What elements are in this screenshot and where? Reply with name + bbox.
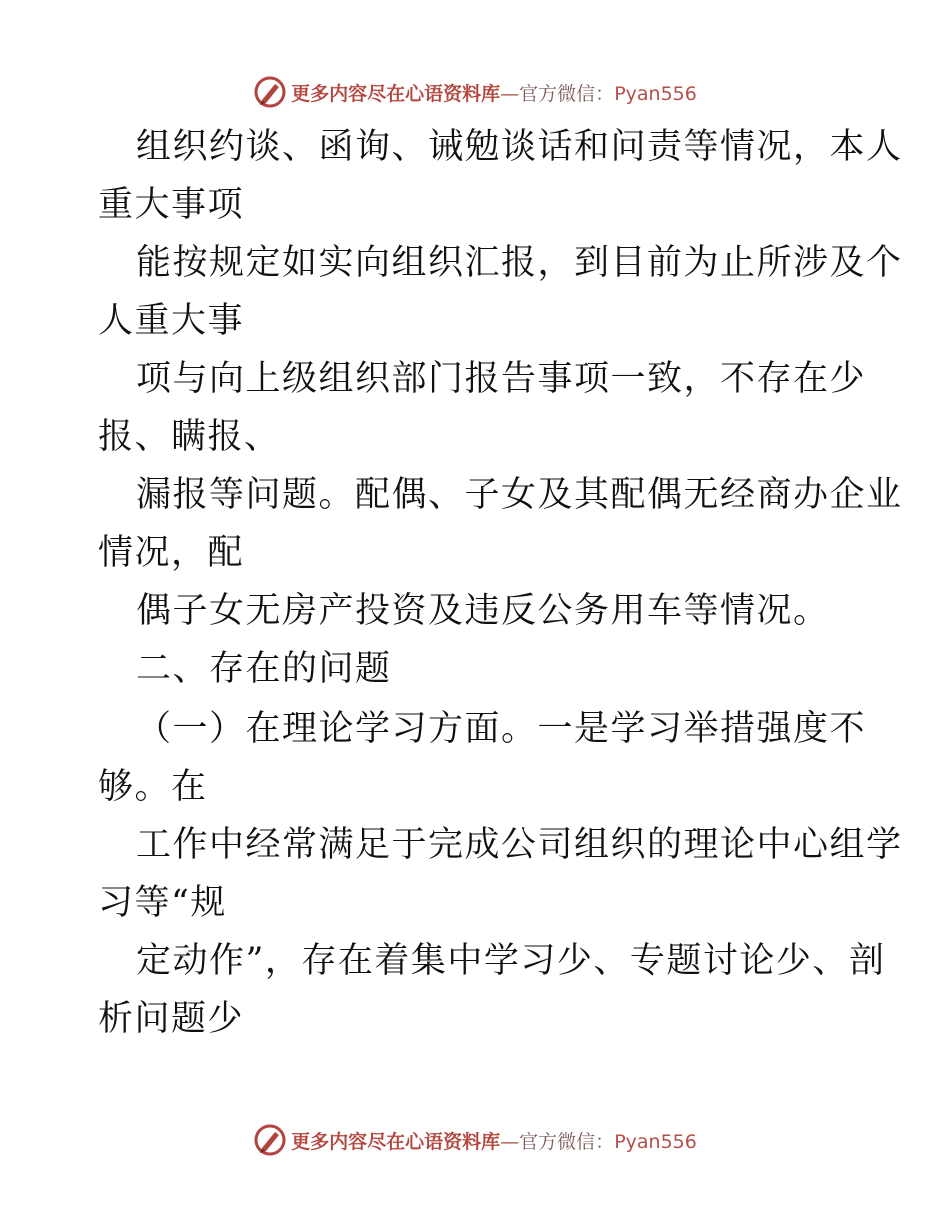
paragraph-line: 人重大事 — [98, 301, 245, 341]
paragraph-line: 工作中经常满足于完成公司组织的理论中心组学 — [136, 825, 903, 865]
watermark-dash: — — [500, 1130, 520, 1153]
paragraph-line: 报、瞒报、 — [98, 417, 281, 457]
watermark-brand: 更多内容尽在心语资料库 — [291, 1130, 501, 1153]
paragraph-line: 能按规定如实向组织汇报，到目前为止所涉及个 — [136, 243, 903, 283]
watermark-official-label: 官方微信： — [519, 1130, 615, 1153]
paragraph-line: 偶子女无房产投资及违反公务用车等情况。 — [136, 591, 830, 631]
watermark-brand: 更多内容尽在心语资料库 — [291, 82, 501, 105]
paragraph-line: 析问题少 — [98, 999, 245, 1039]
section-heading: 二、存在的问题 — [136, 649, 392, 689]
watermark-wechat-id: Pyan556 — [614, 1130, 697, 1153]
paragraph-line: 组织约谈、函询、诫勉谈话和问责等情况，本人 — [136, 127, 903, 167]
paragraph-line: 习等“规 — [98, 883, 227, 923]
watermark-wechat-id: Pyan556 — [614, 82, 697, 105]
paragraph-line: 漏报等问题。配偶、子女及其配偶无经商办企业 — [136, 475, 903, 515]
pen-logo-icon — [253, 1123, 287, 1157]
footer-watermark — [0, 1120, 950, 1160]
paragraph-line: 情况，配 — [98, 533, 245, 573]
watermark-official-label: 官方微信： — [519, 82, 615, 105]
paragraph-line: （一）在理论学习方面。一是学习举措强度不 — [136, 709, 867, 749]
paragraph-line: 项与向上级组织部门报告事项一致，不存在少 — [136, 359, 867, 399]
watermark-text — [291, 1127, 697, 1154]
paragraph-line: 够。在 — [98, 767, 208, 807]
paragraph-line: 重大事项 — [98, 185, 245, 225]
watermark-dash: — — [500, 82, 520, 105]
paragraph-line: 定动作”，存在着集中学习少、专题讨论少、剖 — [136, 941, 886, 981]
